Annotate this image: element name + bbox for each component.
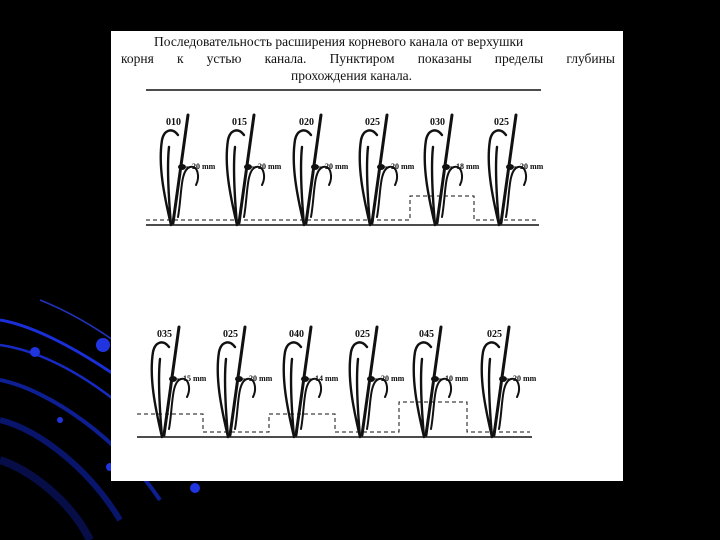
tooth-group [284,327,339,437]
title-word: показаны [417,51,472,66]
working-length-label: 15 mm [183,374,207,383]
title-word: глубины [566,51,615,66]
working-length-label: 10 mm [445,374,469,383]
rubber-stopper [235,376,243,382]
tooth-group [350,327,405,437]
working-length-label: 20 mm [325,162,349,171]
title-word: устью [206,51,242,66]
working-length-label: 20 mm [520,162,544,171]
file-size-label: 040 [289,329,304,340]
depth-limit-dashed-line [146,196,537,220]
file-size-label: 020 [299,117,314,128]
rubber-stopper [431,376,439,382]
file-size-label: 025 [487,329,502,340]
tooth-group [218,327,273,437]
title-word: Пунктиром [329,51,395,66]
file-size-label: 045 [419,329,434,340]
working-length-label: 20 mm [258,162,282,171]
working-length-label: 20 mm [249,374,273,383]
working-length-label: 20 mm [381,374,405,383]
working-length-label: 18 mm [456,162,480,171]
rubber-stopper [178,164,186,170]
working-length-label: 20 mm [513,374,537,383]
rubber-stopper [377,164,385,170]
tooth-group [152,327,207,437]
rubber-stopper [367,376,375,382]
tooth-group [482,327,537,437]
rubber-stopper [311,164,319,170]
file-size-label: 025 [355,329,370,340]
rubber-stopper [442,164,450,170]
working-length-label: 20 mm [192,162,216,171]
tooth-group [414,327,469,437]
rubber-stopper [169,376,177,382]
file-size-label: 025 [365,117,380,128]
depth-limit-dashed-line [137,402,530,432]
rubber-stopper [506,164,514,170]
working-length-label: 20 mm [391,162,415,171]
root-canal-diagram [111,31,623,481]
rubber-stopper [244,164,252,170]
tooth-group [425,115,480,225]
title-line-3: прохождения канала. [291,68,413,83]
title-word: пределы [494,51,544,66]
tooth-group [489,115,544,225]
document-page [111,31,623,481]
title-line-1: Последовательность расширения корневого канала от верхушки [154,34,524,49]
working-length-label: 14 mm [315,374,339,383]
title-word: канала. [264,51,307,66]
file-size-label: 025 [494,117,509,128]
tooth-group [360,115,415,225]
file-size-label: 030 [430,117,445,128]
file-size-label: 015 [232,117,247,128]
tooth-group [294,115,349,225]
file-size-label: 010 [166,117,181,128]
rubber-stopper [499,376,507,382]
title-word: корня [121,51,154,66]
tooth-group [161,115,216,225]
title-word: к [176,51,184,66]
file-size-label: 025 [223,329,238,340]
tooth-group [227,115,282,225]
file-size-label: 035 [157,329,172,340]
rubber-stopper [301,376,309,382]
